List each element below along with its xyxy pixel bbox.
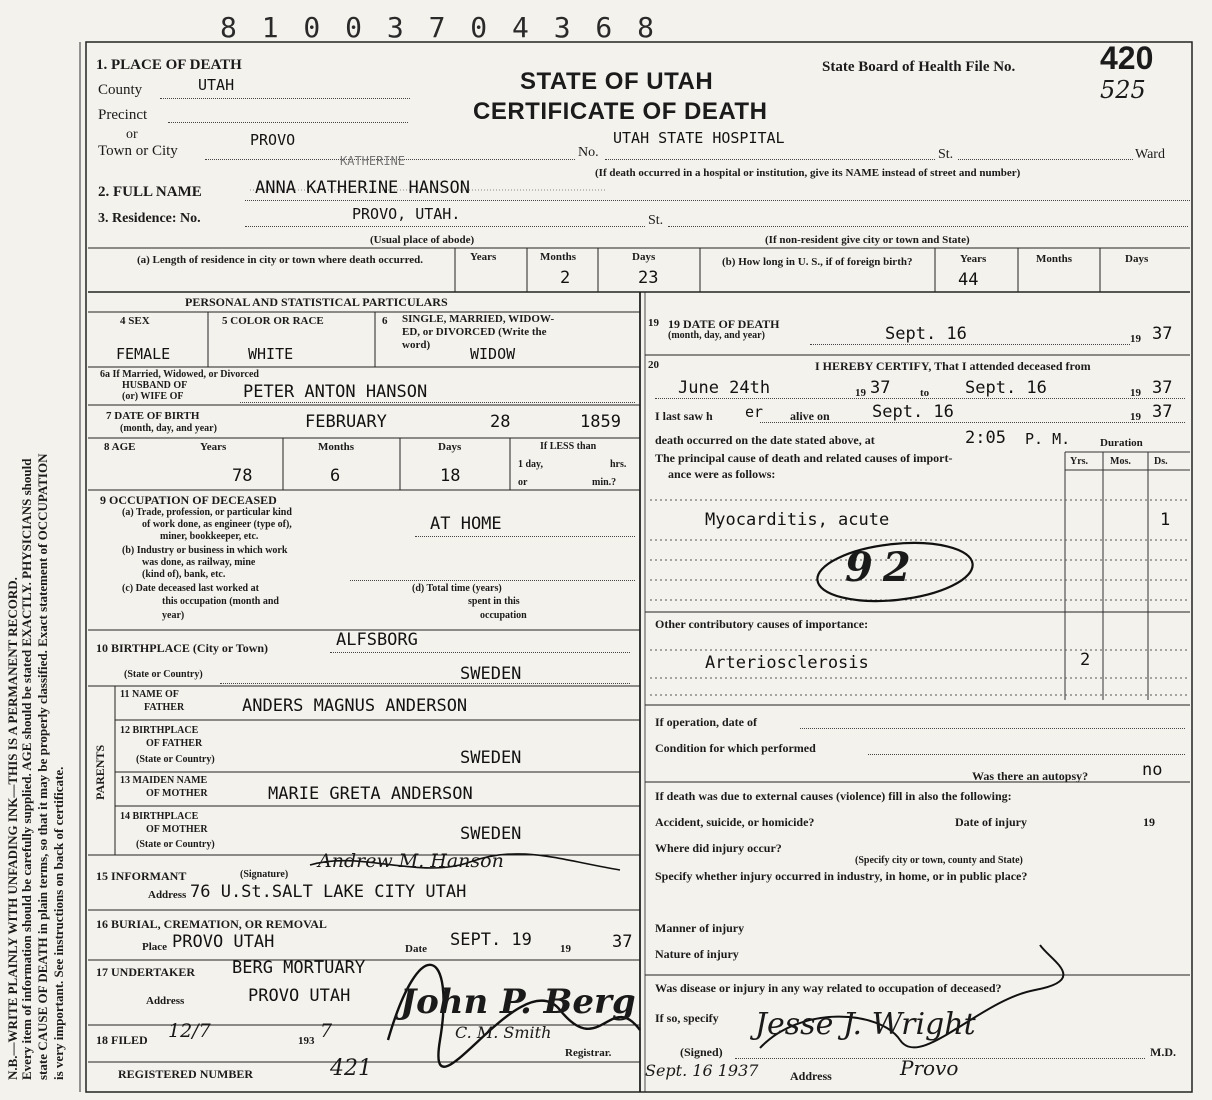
residence-value: PROVO, UTAH. <box>352 205 461 223</box>
where-injury-note: (Specify city or town, county and State) <box>855 855 1023 866</box>
certify-label: I HEREBY CERTIFY, That I attended deceased from <box>815 359 1091 373</box>
dob-year: 1859 <box>580 412 621 432</box>
mother-label-2: OF MOTHER <box>146 788 208 799</box>
file-number: 420 <box>1100 40 1154 76</box>
injury-date-label: Date of injury <box>955 815 1027 829</box>
nature-injury-label: Nature of injury <box>655 947 739 961</box>
last-saw-year: 37 <box>1152 402 1173 422</box>
signed-date: Sept. 16 1937 <box>645 1061 759 1080</box>
cause-of-death: Myocarditis, acute <box>705 510 890 530</box>
spouse-label-3: (or) WIFE OF <box>122 391 184 402</box>
mbp-label-1: 14 BIRTHPLACE <box>120 811 199 822</box>
file-number-handwritten: 525 <box>1100 76 1146 104</box>
place-of-death-label: 1. PLACE OF DEATH <box>96 57 242 73</box>
undertaker-value: BERG MORTUARY <box>232 958 366 978</box>
filed-date: 12/7 <box>168 1020 211 1042</box>
to-label: to <box>920 387 930 399</box>
certify-num: 20 <box>648 359 659 371</box>
dob-month: FEBRUARY <box>305 412 387 432</box>
marital-label-3: word) <box>402 339 431 351</box>
principal-label-1: The principal cause of death and related causes of import- <box>655 451 953 465</box>
cause-duration-days: 1 <box>1160 510 1171 530</box>
less-than-label-5: min.? <box>592 477 617 488</box>
fbp-label-2: OF FATHER <box>146 738 203 749</box>
less-than-label-1: If LESS than <box>540 441 597 452</box>
ds-label: Ds. <box>1154 456 1168 467</box>
attended-to-prefix: 19 <box>1130 387 1141 399</box>
parents-side-label: PARENTS <box>93 744 107 800</box>
where-injury-label: Where did injury occur? <box>655 841 782 855</box>
us-months-label: Months <box>1036 253 1073 265</box>
file-no-label: State Board of Health File No. <box>822 59 1016 75</box>
md-label: M.D. <box>1150 1045 1176 1059</box>
death-date: Sept. 16 <box>885 324 967 344</box>
informant-address-label: Address <box>148 889 187 901</box>
last-saw-date: Sept. 16 <box>872 402 954 422</box>
physician-address: Provo <box>900 1056 959 1080</box>
res-years-label: Years <box>470 251 497 263</box>
age-years-value: 78 <box>232 466 253 486</box>
town-value: PROVO <box>250 131 296 149</box>
side-note-line2: Every item of information should be carefully supplied. AGE should be stated EXACTLY. PHYSICIANS should <box>19 458 34 1080</box>
age-days-value: 18 <box>440 466 461 486</box>
birthplace-city: ALFSBORG <box>336 630 418 650</box>
occ-b-1: (b) Industry or business in which work <box>122 545 288 556</box>
other-cause-years: 2 <box>1080 650 1091 670</box>
ward-label: Ward <box>1135 147 1165 162</box>
death-date-label-1: 19 DATE OF DEATH <box>668 317 780 331</box>
side-note-line4: is very important. See instructions on back of certificate. <box>51 766 66 1080</box>
res-days-value: 23 <box>638 268 659 288</box>
burial-date-label: Date <box>405 943 427 955</box>
occ-c-1: (c) Date deceased last worked at <box>122 583 259 594</box>
fbp-label-1: 12 BIRTHPLACE <box>120 725 199 736</box>
us-days-label: Days <box>1125 253 1149 265</box>
undertaker-signature: John P. Berg <box>400 982 636 1022</box>
informant-address: 76 U.St.SALT LAKE CITY UTAH <box>190 882 467 902</box>
spouse-value: PETER ANTON HANSON <box>243 382 428 402</box>
dob-label-1: 7 DATE OF BIRTH <box>106 410 200 422</box>
marital-value: WIDOW <box>470 345 516 363</box>
burial-place-label: Place <box>142 941 168 953</box>
specify-injury-label: Specify whether injury occurred in industry, in home, or in public place? <box>655 869 1028 883</box>
last-saw-prefix: 19 <box>1130 411 1141 423</box>
occupation-value: AT HOME <box>430 514 502 534</box>
burial-year-prefix: 19 <box>560 943 571 955</box>
occupation-label: 9 OCCUPATION OF DECEASED <box>100 493 277 507</box>
title-state: STATE OF UTAH <box>520 68 714 95</box>
attended-to-year: 37 <box>1152 378 1173 398</box>
burial-label: 16 BURIAL, CREMATION, OR REMOVAL <box>96 917 327 931</box>
duration-label: Duration <box>1100 437 1143 449</box>
res-months-label: Months <box>540 251 577 263</box>
accident-label: Accident, suicide, or homicide? <box>655 815 815 829</box>
death-time: 2:05 <box>965 428 1006 448</box>
undertaker-address-label: Address <box>146 995 185 1007</box>
age-months-value: 6 <box>330 466 341 486</box>
other-cause: Arteriosclerosis <box>705 653 869 673</box>
marital-num: 6 <box>382 315 388 327</box>
residence-label: 3. Residence: No. <box>98 211 201 226</box>
burial-year: 37 <box>612 932 633 952</box>
cause-code: 92 <box>845 544 921 591</box>
serial-number: 8 1 0 0 3 7 0 4 3 6 8 <box>220 11 659 44</box>
father-label-1: 11 NAME OF <box>120 689 179 700</box>
filed-label: 18 FILED <box>96 1033 148 1047</box>
occ-c-2: this occupation (month and <box>162 596 279 607</box>
alive-on-label: alive on <box>790 409 830 423</box>
death-year: 37 <box>1152 324 1173 344</box>
death-pm: P. M. <box>1025 430 1071 448</box>
birthplace-state-label: (State or Country) <box>124 669 203 680</box>
father-label-2: FATHER <box>144 702 185 713</box>
personal-header: PERSONAL AND STATISTICAL PARTICULARS <box>185 295 448 309</box>
related-occupation-label: Was disease or injury in any way related to occupation of deceased? <box>655 981 1002 995</box>
mos-label: Mos. <box>1110 456 1131 467</box>
birthplace-label: 10 BIRTHPLACE (City or Town) <box>96 641 269 655</box>
occ-d-2: spent in this <box>468 596 520 607</box>
autopsy-label: Was there an autopsy? <box>972 769 1089 783</box>
age-label: 8 AGE <box>104 441 136 453</box>
res-months-value: 2 <box>560 268 571 288</box>
mother-birthplace-value: SWEDEN <box>460 824 522 844</box>
color-value: WHITE <box>248 345 294 363</box>
mother-value: MARIE GRETA ANDERSON <box>268 784 473 804</box>
res-days-label: Days <box>632 251 656 263</box>
occ-d-1: (d) Total time (years) <box>412 583 502 594</box>
filed-year: 7 <box>320 1020 333 1042</box>
less-than-label-3: hrs. <box>610 459 627 470</box>
signed-label: (Signed) <box>680 1045 723 1059</box>
spouse-label-2: HUSBAND OF <box>122 380 188 391</box>
occ-a-2: of work done, as engineer (type of), <box>142 519 292 530</box>
nonresident-note: (If non-resident give city or town and State) <box>765 234 970 246</box>
st-label: St. <box>938 147 954 162</box>
physician-signature: Jesse J. Wright <box>755 1007 976 1042</box>
occ-b-3: (kind of), bank, etc. <box>142 569 226 580</box>
attended-from-year: 37 <box>870 378 891 398</box>
registrar-label: Registrar. <box>565 1047 612 1059</box>
fbp-label-3: (State or Country) <box>136 754 215 765</box>
dob-label-2: (month, day, and year) <box>120 423 217 434</box>
attended-from: June 24th <box>678 378 771 398</box>
informant-signature: Andrew M. Hanson <box>318 850 504 872</box>
mother-label-1: 13 MAIDEN NAME <box>120 775 208 786</box>
occurred-label: death occurred on the date stated above, at <box>655 433 875 447</box>
precinct-label: Precinct <box>98 107 148 123</box>
title-certificate: CERTIFICATE OF DEATH <box>473 98 768 125</box>
us-residence-label: (b) How long in U. S., if of foreign birth? <box>722 256 913 268</box>
operation-label: If operation, date of <box>655 715 757 729</box>
undertaker-label: 17 UNDERTAKER <box>96 965 196 979</box>
burial-place: PROVO UTAH <box>172 932 275 952</box>
occ-c-3: year) <box>162 610 185 621</box>
attended-to: Sept. 16 <box>965 378 1047 398</box>
informant-sig-label: (Signature) <box>240 869 289 880</box>
physician-address-label: Address <box>790 1069 832 1083</box>
occ-a-3: miner, bookkeeper, etc. <box>160 531 259 542</box>
registrar-signature: C. M. Smith <box>455 1023 552 1042</box>
mbp-label-2: OF MOTHER <box>146 824 208 835</box>
manner-injury-label: Manner of injury <box>655 921 745 935</box>
dob-day: 28 <box>490 412 511 432</box>
burial-date: SEPT. 19 <box>450 930 532 950</box>
mbp-label-3: (State or Country) <box>136 839 215 850</box>
father-value: ANDERS MAGNUS ANDERSON <box>242 696 468 716</box>
age-days-label: Days <box>438 441 462 453</box>
spouse-label-1: 6a If Married, Widowed, or Divorced <box>100 369 259 380</box>
death-date-label-2: (month, day, and year) <box>668 330 765 341</box>
hospital-note: (If death occurred in a hospital or institution, give its NAME instead of street and number) <box>595 167 1021 179</box>
occ-d-3: occupation <box>480 610 527 621</box>
filed-year-prefix: 193 <box>298 1035 315 1047</box>
marital-label-2: ED, or DIVORCED (Write the <box>402 326 547 338</box>
attended-from-prefix: 19 <box>855 387 866 399</box>
marital-label-1: SINGLE, MARRIED, WIDOW- <box>402 313 555 325</box>
if-so-label: If so, specify <box>655 1011 719 1025</box>
us-years-label: Years <box>960 253 987 265</box>
hospital-value: UTAH STATE HOSPITAL <box>613 129 785 147</box>
side-note-line3: state CAUSE OF DEATH in plain terms, so that it may be properly classified. Exact statement of OCCUPATION <box>35 453 50 1080</box>
age-months-label: Months <box>318 441 355 453</box>
name-correction: KATHERINE <box>340 154 406 168</box>
residence-st-label: St. <box>648 213 664 228</box>
injury-year-label: 19 <box>1143 815 1155 829</box>
registered-number: 421 <box>330 1056 372 1081</box>
or-label: or <box>126 127 138 142</box>
registered-number-label: REGISTERED NUMBER <box>118 1067 254 1081</box>
death-num: 19 <box>648 317 659 329</box>
county-label: County <box>98 82 143 98</box>
father-birthplace-value: SWEDEN <box>460 748 522 768</box>
no-label: No. <box>578 145 599 160</box>
occ-b-2: was done, as railway, mine <box>142 557 256 568</box>
undertaker-address: PROVO UTAH <box>248 986 351 1006</box>
yrs-label: Yrs. <box>1070 456 1089 467</box>
death-year-prefix: 19 <box>1130 333 1141 345</box>
principal-label-2: ance were as follows: <box>668 467 776 481</box>
color-label: 5 COLOR OR RACE <box>222 315 324 327</box>
us-years-value: 44 <box>958 270 979 290</box>
less-than-label-2: 1 day, <box>518 459 544 470</box>
sex-value: FEMALE <box>116 345 171 363</box>
last-saw-her: er <box>745 403 764 421</box>
external-causes-label: If death was due to external causes (violence) fill in also the following: <box>655 789 1012 803</box>
autopsy-value: no <box>1142 760 1163 780</box>
full-name-value: ANNA KATHERINE HANSON <box>255 178 470 198</box>
full-name-label: 2. FULL NAME <box>98 184 202 200</box>
age-years-label: Years <box>200 441 227 453</box>
other-causes-label: Other contributory causes of importance: <box>655 617 869 631</box>
birthplace-country: SWEDEN <box>460 664 522 684</box>
usual-abode-note: (Usual place of abode) <box>370 234 475 246</box>
town-label: Town or City <box>98 143 178 159</box>
length-residence-label: (a) Length of residence in city or town where death occurred. <box>136 254 424 266</box>
last-saw-label: I last saw h <box>655 409 713 423</box>
side-note-line1: N.B.—WRITE PLAINLY WITH UNFADING INK—THIS IS A PERMANENT RECORD. <box>5 577 20 1080</box>
less-than-label-4: or <box>518 477 528 488</box>
sex-label: 4 SEX <box>120 315 150 327</box>
condition-label: Condition for which performed <box>655 741 816 755</box>
informant-label: 15 INFORMANT <box>96 869 187 883</box>
county-value: UTAH <box>198 76 235 94</box>
occ-a-1: (a) Trade, profession, or particular kind <box>122 507 292 518</box>
